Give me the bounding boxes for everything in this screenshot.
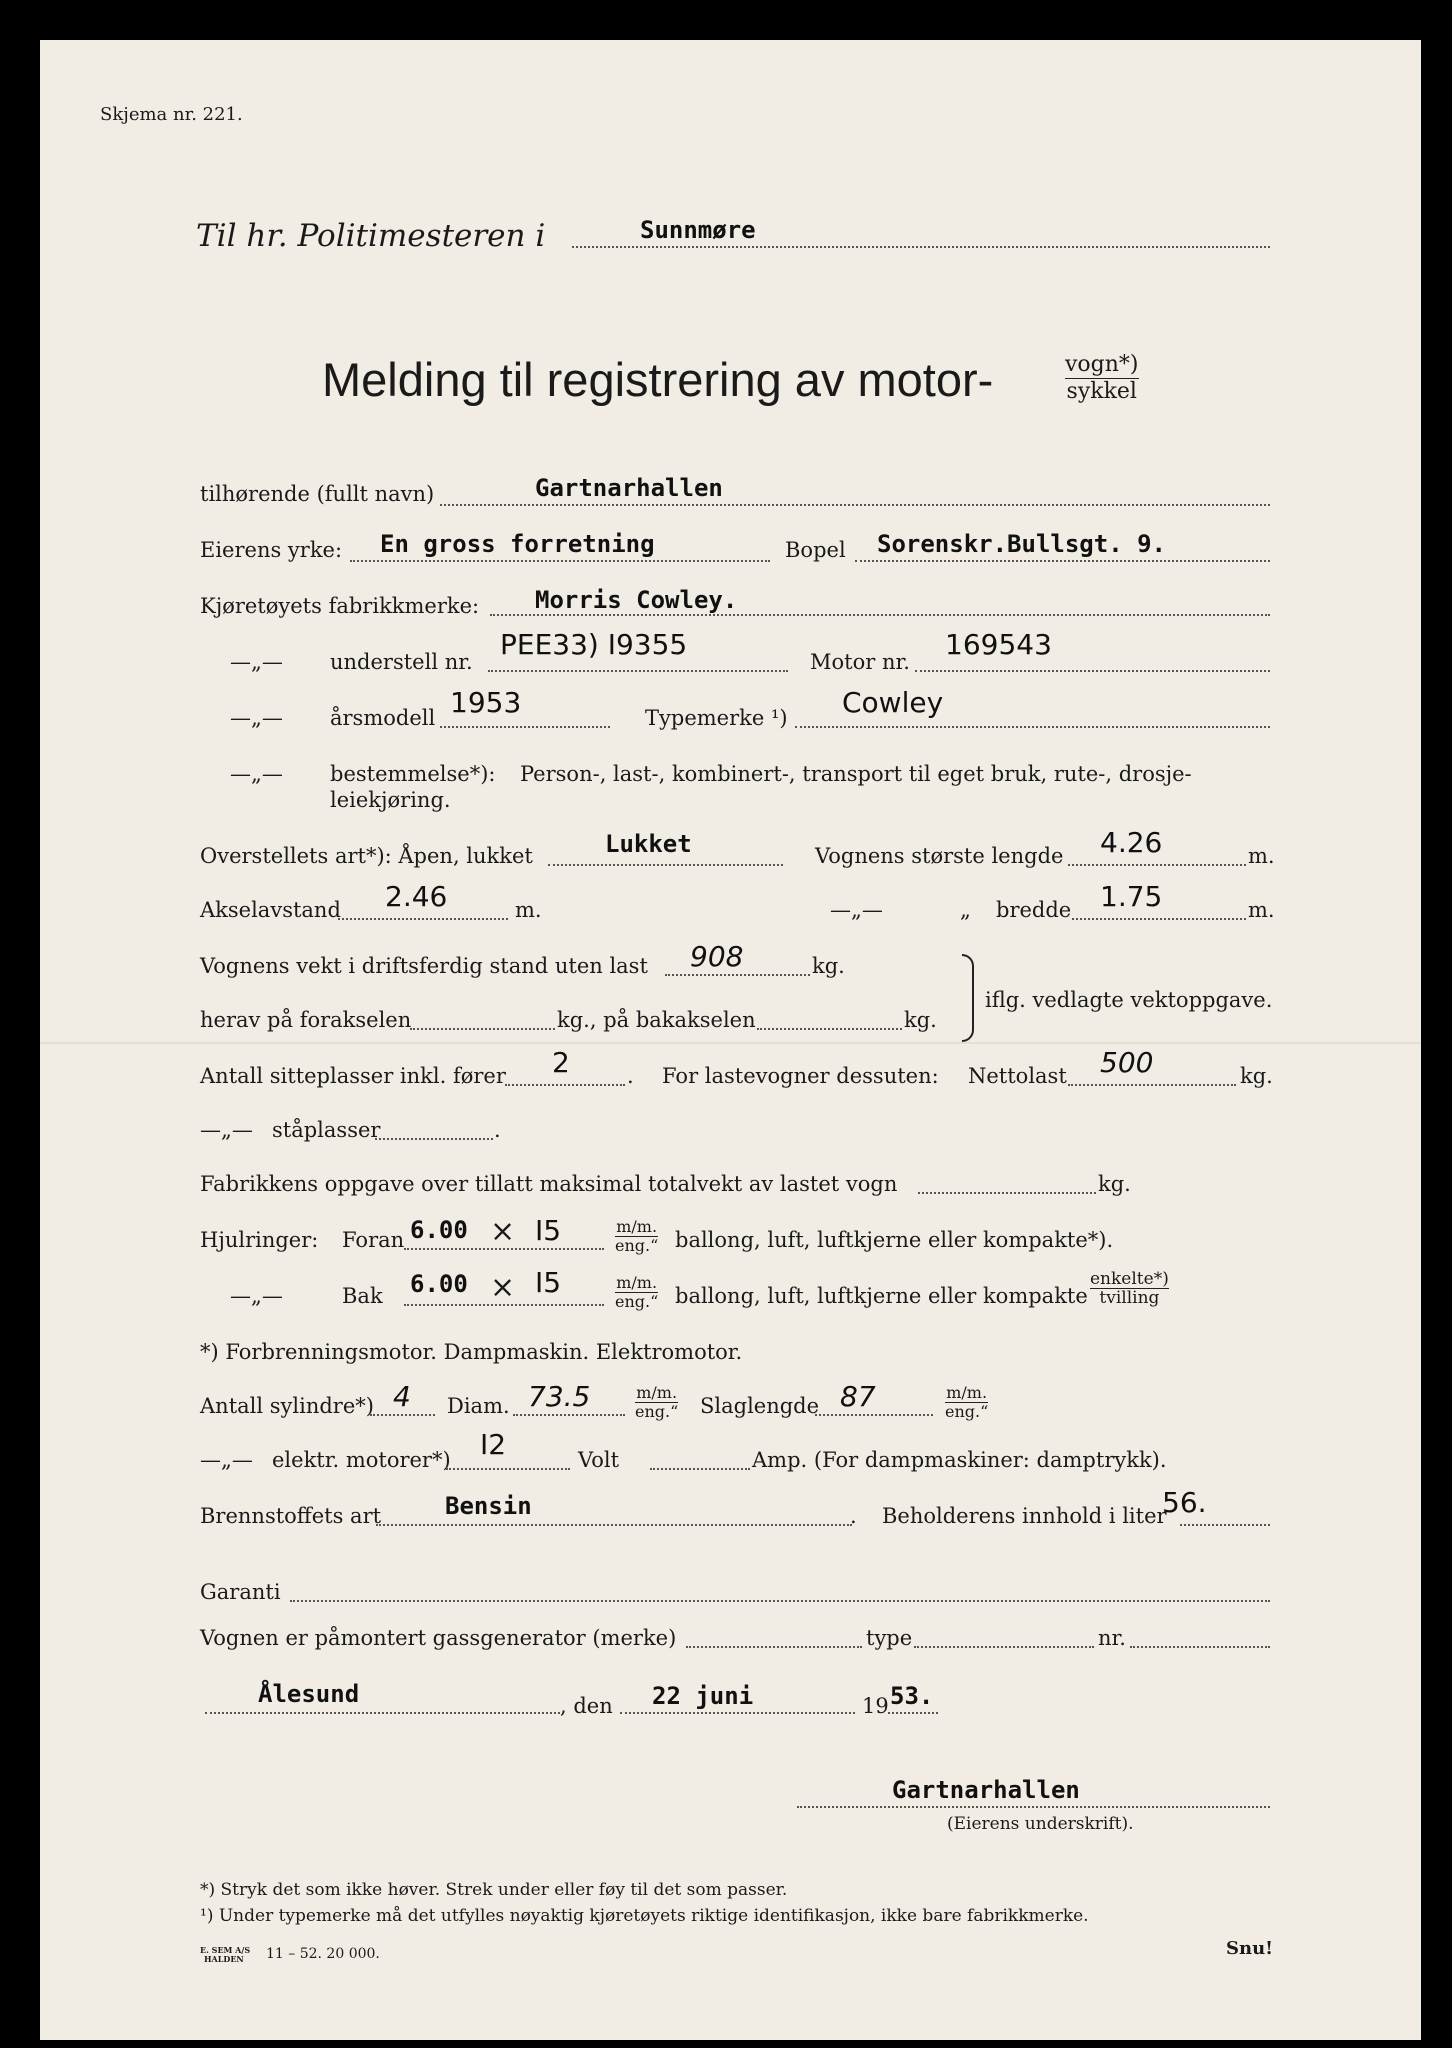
width-unit: m. <box>1248 898 1275 922</box>
purpose-options-cont: leiekjøring. <box>330 788 451 812</box>
model-year-value[interactable]: 1953 <box>450 686 522 719</box>
owner-line <box>440 504 1270 506</box>
payload-unit: kg. <box>1240 1064 1273 1088</box>
rear-tyre-units <box>615 1274 658 1311</box>
purpose-options: Person-, last-, kombinert-, transport til eget bruk, rute-, drosje- <box>520 762 1192 786</box>
rear-times: × <box>490 1270 516 1305</box>
title-vogn: vogn*) <box>1065 352 1139 377</box>
seats-label: Antall sitteplasser inkl. fører <box>200 1064 506 1088</box>
recipient-label: Til hr. Politimesteren i <box>196 218 546 254</box>
standing-line <box>375 1138 493 1140</box>
unit-eng: eng.“ <box>635 1402 679 1421</box>
year-line <box>888 1712 938 1714</box>
front-tyre-units <box>615 1218 658 1255</box>
length-line <box>1068 864 1246 866</box>
width-label: bredde <box>996 898 1072 922</box>
fuel-value[interactable]: Bensin <box>445 1492 532 1520</box>
stroke-value[interactable]: 87 <box>840 1380 876 1413</box>
tank-label: Beholderens innhold i liter <box>882 1504 1167 1528</box>
type-label: Typemerke ¹) <box>645 706 788 730</box>
length-value[interactable]: 4.26 <box>1100 826 1163 859</box>
tank-value[interactable]: 56. <box>1162 1486 1207 1519</box>
seats-dot: . <box>627 1064 634 1088</box>
rear-tyre-diameter[interactable]: I5 <box>535 1266 562 1299</box>
form-number: Skjema nr. 221. <box>100 104 243 125</box>
tyres-label: Hjulringer: <box>200 1228 319 1252</box>
stroke-line <box>815 1414 933 1416</box>
gas-type-line <box>914 1646 1094 1648</box>
seats-line <box>505 1084 625 1086</box>
date-label: , den <box>560 1694 613 1718</box>
model-year-line <box>440 726 610 728</box>
title-fraction <box>1065 352 1139 405</box>
rear-tyre-types: ballong, luft, luftkjerne eller kompakte <box>675 1284 1088 1308</box>
wheelbase-line <box>338 918 508 920</box>
wheelbase-label: Akselavstand <box>200 898 341 922</box>
chassis-label: understell nr. <box>330 650 473 674</box>
address-label: Bopel <box>785 538 846 562</box>
cylinders-label: Antall sylindre*) <box>200 1394 374 1418</box>
footnote-1: *) Stryk det som ikke høver. Strek under eller føy til det som passer. <box>200 1880 788 1900</box>
front-axle-label: herav på forakselen <box>200 1008 412 1032</box>
fold-line <box>40 1042 1421 1044</box>
rear-axle-label: kg., på bakakselen <box>557 1008 756 1032</box>
single-option: enkelte*) <box>1090 1269 1169 1289</box>
electric-label: elektr. motorer*) <box>272 1448 451 1472</box>
twin-option: tvilling <box>1099 1288 1160 1308</box>
motor-value[interactable]: 169543 <box>945 628 1052 661</box>
signature-value[interactable]: Gartnarhallen <box>892 1776 1080 1804</box>
ditto-4: —„— <box>830 898 883 922</box>
turn-over: Snu! <box>1226 1938 1274 1959</box>
recipient-line <box>572 246 1270 248</box>
maxweight-label: Fabrikkens oppgave over tillatt maksimal totalvekt av lastet vogn <box>200 1172 898 1196</box>
ditto-6: —„— <box>230 1284 283 1308</box>
electric-line <box>446 1468 570 1470</box>
ditto-5: —„— <box>200 1118 253 1142</box>
front-times: × <box>490 1214 516 1249</box>
recipient-value[interactable]: Sunnmøre <box>640 216 756 244</box>
volt-line <box>650 1468 750 1470</box>
wheelbase-value[interactable]: 2.46 <box>385 880 448 913</box>
maxweight-unit: kg. <box>1098 1172 1131 1196</box>
rear-axle-line <box>757 1028 902 1030</box>
amp-label: Amp. (For dampmaskiner: damptrykk). <box>752 1448 1167 1472</box>
form-title: Melding til registrering av motor- <box>322 353 994 406</box>
gas-type-label: type <box>866 1626 913 1650</box>
printer-city: HALDEN <box>204 1954 244 1964</box>
width-quote: „ <box>960 898 971 922</box>
front-tyre-diameter[interactable]: I5 <box>535 1214 562 1247</box>
signature-label: (Eierens underskrift). <box>947 1814 1134 1834</box>
stroke-label: Slaglengde <box>700 1394 820 1418</box>
wheelbase-unit: m. <box>515 898 542 922</box>
fuel-label: Brennstoffets art <box>200 1504 382 1528</box>
front-axle-line <box>410 1028 555 1030</box>
gas-nr-label: nr. <box>1098 1626 1126 1650</box>
payload-value[interactable]: 500 <box>1100 1046 1154 1079</box>
weight-unit: kg. <box>812 954 845 978</box>
weight-line <box>665 974 810 976</box>
rear-tyre-width[interactable]: 6.00 <box>410 1270 468 1298</box>
single-twin <box>1090 1270 1169 1307</box>
cylinders-line <box>370 1414 435 1416</box>
weight-brace <box>962 954 974 1042</box>
front-tyre-width[interactable]: 6.00 <box>410 1216 468 1244</box>
type-line <box>795 726 1270 728</box>
unit-mm: m/m. <box>616 1273 658 1292</box>
diameter-label: Diam. <box>447 1394 510 1418</box>
model-year-label: årsmodell <box>330 706 436 730</box>
motor-label: Motor nr. <box>810 650 910 674</box>
print-code: 11 – 52. 20 000. <box>266 1946 380 1962</box>
front-tyre-label: Foran <box>342 1228 405 1252</box>
unit-eng: eng.“ <box>615 1292 659 1311</box>
ditto-2: —„— <box>230 706 283 730</box>
fuel-line <box>376 1524 852 1526</box>
tank-line <box>1180 1524 1270 1526</box>
place-value[interactable]: Ålesund <box>258 1680 360 1708</box>
printer-name: E. SEM A/S <box>200 1945 251 1955</box>
footnote-2: ¹) Under typemerke må det utfylles nøyaktig kjøretøyets riktige identifikasjon, ikke bare fabrikkmerke. <box>200 1906 1089 1926</box>
diameter-value[interactable]: 73.5 <box>528 1380 591 1413</box>
make-value[interactable]: Morris Cowley. <box>535 586 738 614</box>
unit-mm: m/m. <box>946 1383 988 1402</box>
fuel-dot: . <box>850 1504 857 1528</box>
address-line <box>855 560 1270 562</box>
engine-types: *) Forbrenningsmotor. Dampmaskin. Elektromotor. <box>200 1340 743 1364</box>
length-unit: m. <box>1248 844 1275 868</box>
occupation-line <box>350 560 770 562</box>
signature-line <box>797 1806 1270 1808</box>
diameter-units <box>635 1384 678 1421</box>
ditto-3: —„— <box>230 762 283 786</box>
guarantee-label: Garanti <box>200 1580 281 1604</box>
body-line <box>548 864 783 866</box>
body-label: Overstellets art*): Åpen, lukket <box>200 844 533 868</box>
ditto-7: —„— <box>200 1448 253 1472</box>
guarantee-line <box>290 1600 1270 1602</box>
unit-mm: m/m. <box>616 1217 658 1236</box>
purpose-label: bestemmelse*): <box>330 762 496 786</box>
weight-label: Vognens vekt i driftsferdig stand uten last <box>200 954 648 978</box>
unit-eng: eng.“ <box>945 1402 989 1421</box>
type-value[interactable]: Cowley <box>842 686 944 719</box>
rear-axle-unit: kg. <box>904 1008 937 1032</box>
form-sheet <box>40 40 1421 2040</box>
gas-nr-line <box>1130 1646 1270 1648</box>
year-prefix: 19 <box>862 1694 889 1718</box>
title-sykkel: sykkel <box>1066 379 1137 404</box>
seats-value[interactable]: 2 <box>552 1046 570 1079</box>
maxweight-line <box>918 1192 1096 1194</box>
volt-label: Volt <box>578 1448 620 1472</box>
address-value[interactable]: Sorenskr.Bullsgt. 9. <box>877 530 1166 558</box>
front-tyre-types: ballong, luft, luftkjerne eller kompakte*). <box>675 1228 1114 1252</box>
date-value[interactable]: 22 juni <box>652 1682 754 1710</box>
body-value[interactable]: Lukket <box>605 830 692 858</box>
standing-dot: . <box>494 1118 501 1142</box>
rear-tyre-label: Bak <box>342 1284 383 1308</box>
make-label: Kjøretøyets fabrikkmerke: <box>200 594 480 618</box>
unit-mm: m/m. <box>636 1383 678 1402</box>
occupation-value[interactable]: En gross forretning <box>380 530 655 558</box>
payload-line <box>1068 1084 1236 1086</box>
cylinders-value[interactable]: 4 <box>393 1380 411 1413</box>
date-line <box>620 1712 855 1714</box>
unit-eng: eng.“ <box>615 1236 659 1255</box>
weight-note: iflg. vedlagte vektoppgave. <box>985 988 1273 1012</box>
lorry-label: For lastevogner dessuten: <box>662 1064 939 1088</box>
place-line <box>205 1712 560 1714</box>
year-value[interactable]: 53. <box>890 1682 934 1710</box>
weight-value[interactable]: 908 <box>690 940 744 973</box>
diameter-line <box>513 1414 625 1416</box>
owner-value[interactable]: Gartnarhallen <box>535 474 723 502</box>
electric-value[interactable]: I2 <box>480 1428 507 1461</box>
chassis-line <box>488 670 788 672</box>
chassis-value[interactable]: PEE33) I9355 <box>500 628 688 661</box>
motor-line <box>915 670 1270 672</box>
ditto-1: —„— <box>230 650 283 674</box>
length-label: Vognens største lengde <box>815 844 1064 868</box>
gas-make-line <box>686 1646 862 1648</box>
gas-label: Vognen er påmontert gassgenerator (merke) <box>200 1626 677 1650</box>
stroke-units <box>945 1384 988 1421</box>
payload-label: Nettolast <box>968 1064 1067 1088</box>
width-line <box>1072 918 1246 920</box>
standing-label: ståplasser <box>272 1118 381 1142</box>
occupation-label: Eierens yrke: <box>200 538 343 562</box>
make-line <box>490 614 1270 616</box>
width-value[interactable]: 1.75 <box>1100 880 1163 913</box>
owner-label: tilhørende (fullt navn) <box>200 482 435 506</box>
